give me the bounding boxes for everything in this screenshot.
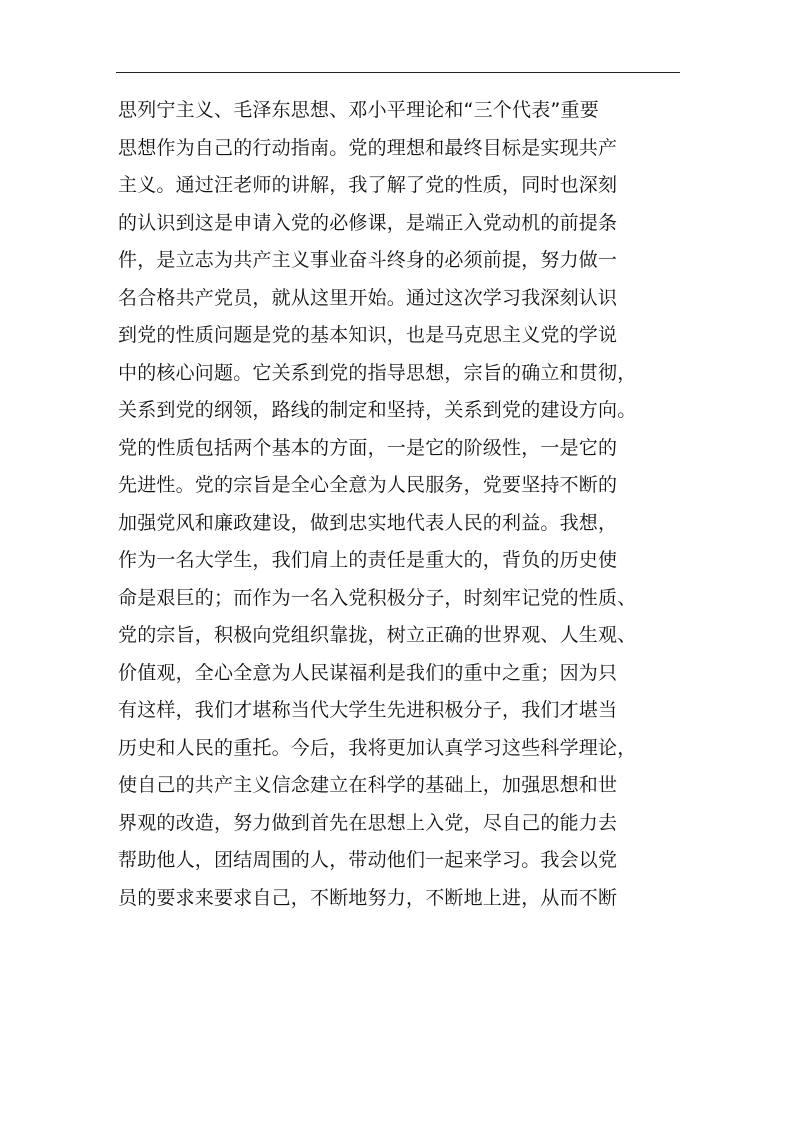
- text-line: 历史和人民的重托。今后，我将更加认真学习这些科学理论，: [118, 736, 637, 759]
- text-line: 界观的改造，努力做到首先在思想上入党，尽自己的能力去: [118, 811, 618, 834]
- text-line: 中的核心问题。它关系到党的指导思想，宗旨的确立和贯彻，: [118, 361, 637, 384]
- text-line: 件，是立志为共产主义事业奋斗终身的必须前提，努力做一: [118, 249, 618, 271]
- text-line: 党的性质包括两个基本的方面，一是它的阶级性，一是它的: [118, 436, 618, 459]
- header-rule: [116, 72, 680, 73]
- text-line: 党的宗旨，积极向党组织靠拢，树立正确的世界观、人生观、: [118, 624, 637, 646]
- body-text: [118, 92, 688, 917]
- text-line: 主义。通过汪老师的讲解，我了解了党的性质，同时也深刻: [118, 174, 618, 196]
- text-line: 名合格共产党员，就从这里开始。通过这次学习我深刻认识: [118, 286, 618, 309]
- text-line: 帮助他人，团结周围的人，带动他们一起来学习。我会以党: [118, 849, 618, 871]
- text-line: 命是艰巨的；而作为一名入党积极分子，时刻牢记党的性质、: [118, 586, 637, 609]
- text-line: 加强党风和廉政建设，做到忠实地代表人民的利益。我想，: [118, 511, 618, 534]
- text-line: 价值观，全心全意为人民谋福利是我们的重中之重；因为只: [118, 661, 618, 684]
- text-line: 作为一名大学生，我们肩上的责任是重大的，背负的历史使: [118, 549, 618, 571]
- text-line: 思列宁主义、毛泽东思想、邓小平理论和“三个代表”重要: [118, 99, 599, 121]
- text-line: 有这样，我们才堪称当代大学生先进积极分子，我们才堪当: [118, 699, 618, 721]
- text-line: 的认识到这是申请入党的必修课，是端正入党动机的前提条: [118, 211, 618, 234]
- text-line: 到党的性质问题是党的基本知识，也是马克思主义党的学说: [118, 324, 618, 346]
- text-line: 关系到党的纲领，路线的制定和坚持，关系到党的建设方向。: [118, 399, 637, 421]
- text-line: 员的要求来要求自己，不断地努力，不断地上进，从而不断: [118, 886, 618, 909]
- text-line: 使自己的共产主义信念建立在科学的基础上，加强思想和世: [118, 774, 618, 796]
- text-line: 思想作为自己的行动指南。党的理想和最终目标是实现共产: [118, 136, 618, 159]
- text-line: 先进性。党的宗旨是全心全意为人民服务，党要坚持不断的: [118, 474, 618, 496]
